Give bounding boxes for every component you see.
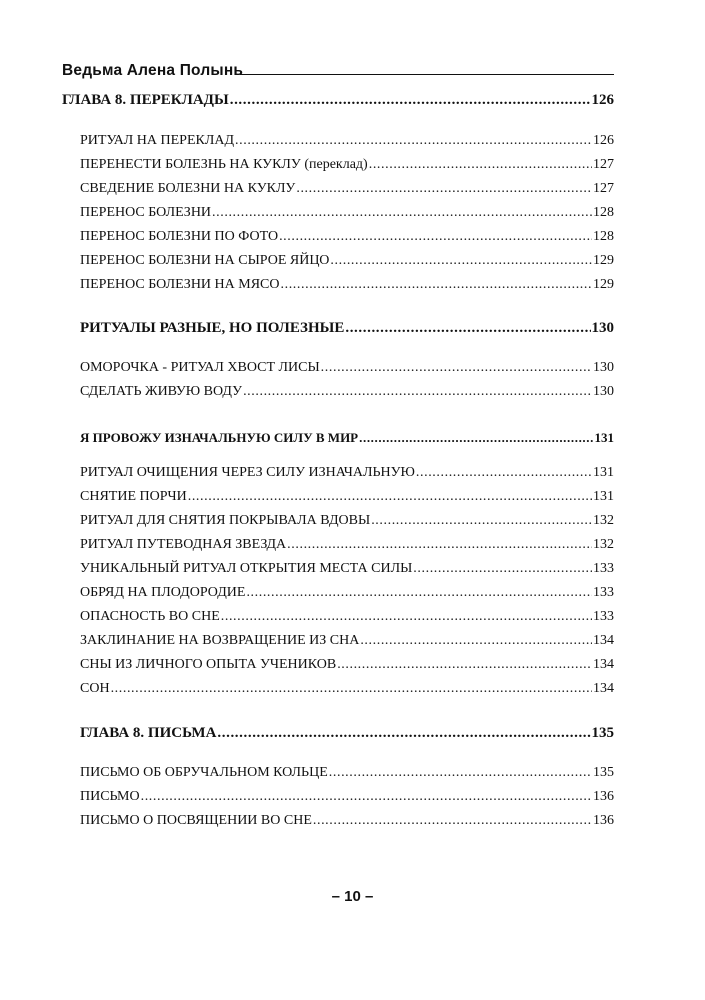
toc-entry-page: 135 <box>591 725 614 741</box>
page-number: – 10 – <box>331 888 374 905</box>
toc-leader-dots <box>141 789 592 805</box>
toc-entry-page: 134 <box>593 657 614 672</box>
toc-leader-dots <box>360 633 592 649</box>
toc-entry <box>80 360 614 376</box>
toc-entry <box>80 205 614 221</box>
toc-leader-dots <box>230 92 591 109</box>
toc-entry-page: 133 <box>593 609 614 624</box>
toc-entry-page: 126 <box>591 92 614 108</box>
toc-leader-dots <box>235 133 592 149</box>
toc-entry <box>80 585 614 601</box>
toc-entry <box>80 513 614 529</box>
toc-leader-dots <box>359 430 593 446</box>
toc-entry-page: 134 <box>593 633 614 648</box>
toc-entry <box>80 765 614 781</box>
toc-leader-dots <box>413 561 592 577</box>
toc-entry-page: 127 <box>593 157 614 172</box>
toc-entry <box>80 789 614 805</box>
toc-entry-title: ПЕРЕНОС БОЛЕЗНИ ПО ФОТО <box>80 229 279 244</box>
running-header <box>62 62 614 82</box>
toc-entry <box>80 465 614 481</box>
toc-entry-page: 130 <box>593 384 614 399</box>
toc-leader-dots <box>111 681 592 697</box>
toc-leader-dots <box>416 465 592 481</box>
toc-entry-title: ПЕРЕНОС БОЛЕЗНИ <box>80 205 212 220</box>
toc-leader-dots <box>246 585 592 601</box>
toc-entry-title: СОН <box>80 681 110 696</box>
toc-leader-dots <box>188 489 592 505</box>
toc-leader-dots <box>330 253 592 269</box>
toc-entry <box>80 384 614 400</box>
toc-leader-dots <box>321 360 592 376</box>
toc-entry <box>80 657 614 673</box>
toc-leader-dots <box>313 813 592 829</box>
toc-leader-dots <box>221 609 592 625</box>
toc-entry-page: 128 <box>593 205 614 220</box>
toc-entry-title: ПИСЬМО ОБ ОБРУЧАЛЬНОМ КОЛЬЦЕ <box>80 765 328 780</box>
toc-entry <box>80 561 614 577</box>
toc-entry-title: ОМОРОЧКА - РИТУАЛ ХВОСТ ЛИСЫ <box>80 360 320 375</box>
toc-leader-dots <box>296 181 592 197</box>
toc-entry-page: 132 <box>593 537 614 552</box>
toc-entry-page: 131 <box>594 430 614 445</box>
toc-entry-title: РИТУАЛ НА ПЕРЕКЛАД <box>80 133 235 148</box>
toc-entry-page: 131 <box>593 465 614 480</box>
toc-leader-dots <box>217 725 590 742</box>
toc-entry-page: 130 <box>591 320 614 336</box>
toc-entry <box>80 157 614 173</box>
toc-entry-page: 126 <box>593 133 614 148</box>
toc-entry-title: ПИСЬМО О ПОСВЯЩЕНИИ ВО СНЕ <box>80 813 312 828</box>
toc-entry-page: 133 <box>593 561 614 576</box>
toc-leader-dots <box>243 384 592 400</box>
toc-entry-page: 127 <box>593 181 614 196</box>
toc-entry-page: 129 <box>593 253 614 268</box>
toc-entry-page: 133 <box>593 585 614 600</box>
toc-entry-title: ЗАКЛИНАНИЕ НА ВОЗВРАЩЕНИЕ ИЗ СНА <box>80 633 360 648</box>
toc-leader-dots <box>212 205 592 221</box>
toc-entry-page: 128 <box>593 229 614 244</box>
toc-entry <box>80 229 614 245</box>
toc-leader-dots <box>287 537 592 553</box>
toc-entry <box>80 133 614 149</box>
toc-entry-title: ГЛАВА 8. ПИСЬМА <box>80 725 217 741</box>
toc-entry-title: РИТУАЛЫ РАЗНЫЕ, НО ПОЛЕЗНЫЕ <box>80 320 345 336</box>
toc-entry-title: ПЕРЕНОС БОЛЕЗНИ НА МЯСО <box>80 277 280 292</box>
toc-entry-title: ПЕРЕНЕСТИ БОЛЕЗНЬ НА КУКЛУ (переклад) <box>80 157 368 172</box>
toc-entry-page: 136 <box>593 789 614 804</box>
toc-entry-title: СНЫ ИЗ ЛИЧНОГО ОПЫТА УЧЕНИКОВ <box>80 657 337 672</box>
toc-entry <box>80 725 614 742</box>
toc-entry-page: 134 <box>593 681 614 696</box>
toc-entry-title: СВЕДЕНИЕ БОЛЕЗНИ НА КУКЛУ <box>80 181 296 196</box>
toc-entry-title: СНЯТИЕ ПОРЧИ <box>80 489 187 504</box>
toc-entry-title: Я ПРОВОЖУ ИЗНАЧАЛЬНУЮ СИЛУ В МИР <box>80 430 359 445</box>
header-author: Ведьма Алена Полынь <box>62 62 244 79</box>
toc-leader-dots <box>345 320 590 337</box>
toc-entry <box>80 633 614 649</box>
toc-entry <box>80 489 614 505</box>
toc-entry-page: 131 <box>593 489 614 504</box>
toc-entry-page: 130 <box>593 360 614 375</box>
toc-leader-dots <box>329 765 592 781</box>
toc-entry-title: ПЕРЕНОС БОЛЕЗНИ НА СЫРОЕ ЯЙЦО <box>80 253 330 268</box>
toc-leader-dots <box>337 657 592 673</box>
toc-entry <box>80 181 614 197</box>
toc-entry <box>80 681 614 697</box>
toc-entry-title: РИТУАЛ ПУТЕВОДНАЯ ЗВЕЗДА <box>80 537 287 552</box>
toc-entry-title: ПИСЬМО <box>80 789 140 804</box>
toc-entry <box>62 92 614 109</box>
toc-leader-dots <box>369 157 592 173</box>
toc-leader-dots <box>371 513 592 529</box>
toc-entry-page: 136 <box>593 813 614 828</box>
toc-entry <box>80 609 614 625</box>
toc-entry-title: ОПАСНОСТЬ ВО СНЕ <box>80 609 220 624</box>
toc-entry-title: УНИКАЛЬНЫЙ РИТУАЛ ОТКРЫТИЯ МЕСТА СИЛЫ <box>80 561 413 576</box>
toc-entry-page: 132 <box>593 513 614 528</box>
toc-entry <box>80 253 614 269</box>
toc-entry <box>80 430 614 446</box>
toc-entry-title: ГЛАВА 8. ПЕРЕКЛАДЫ <box>62 92 229 108</box>
toc-leader-dots <box>279 229 592 245</box>
toc-entry <box>80 813 614 829</box>
toc-entry-title: РИТУАЛ ДЛЯ СНЯТИЯ ПОКРЫВАЛА ВДОВЫ <box>80 513 371 528</box>
toc-leader-dots <box>281 277 593 293</box>
toc-entry-page: 135 <box>593 765 614 780</box>
toc-entry <box>80 537 614 553</box>
toc-entry-page: 129 <box>593 277 614 292</box>
header-rule <box>240 74 614 75</box>
toc-entry <box>80 277 614 293</box>
toc-entry-title: РИТУАЛ ОЧИЩЕНИЯ ЧЕРЕЗ СИЛУ ИЗНАЧАЛЬНУЮ <box>80 465 415 480</box>
toc-entry-title: ОБРЯД НА ПЛОДОРОДИЕ <box>80 585 246 600</box>
toc-entry-title: СДЕЛАТЬ ЖИВУЮ ВОДУ <box>80 384 243 399</box>
toc-entry <box>80 320 614 337</box>
